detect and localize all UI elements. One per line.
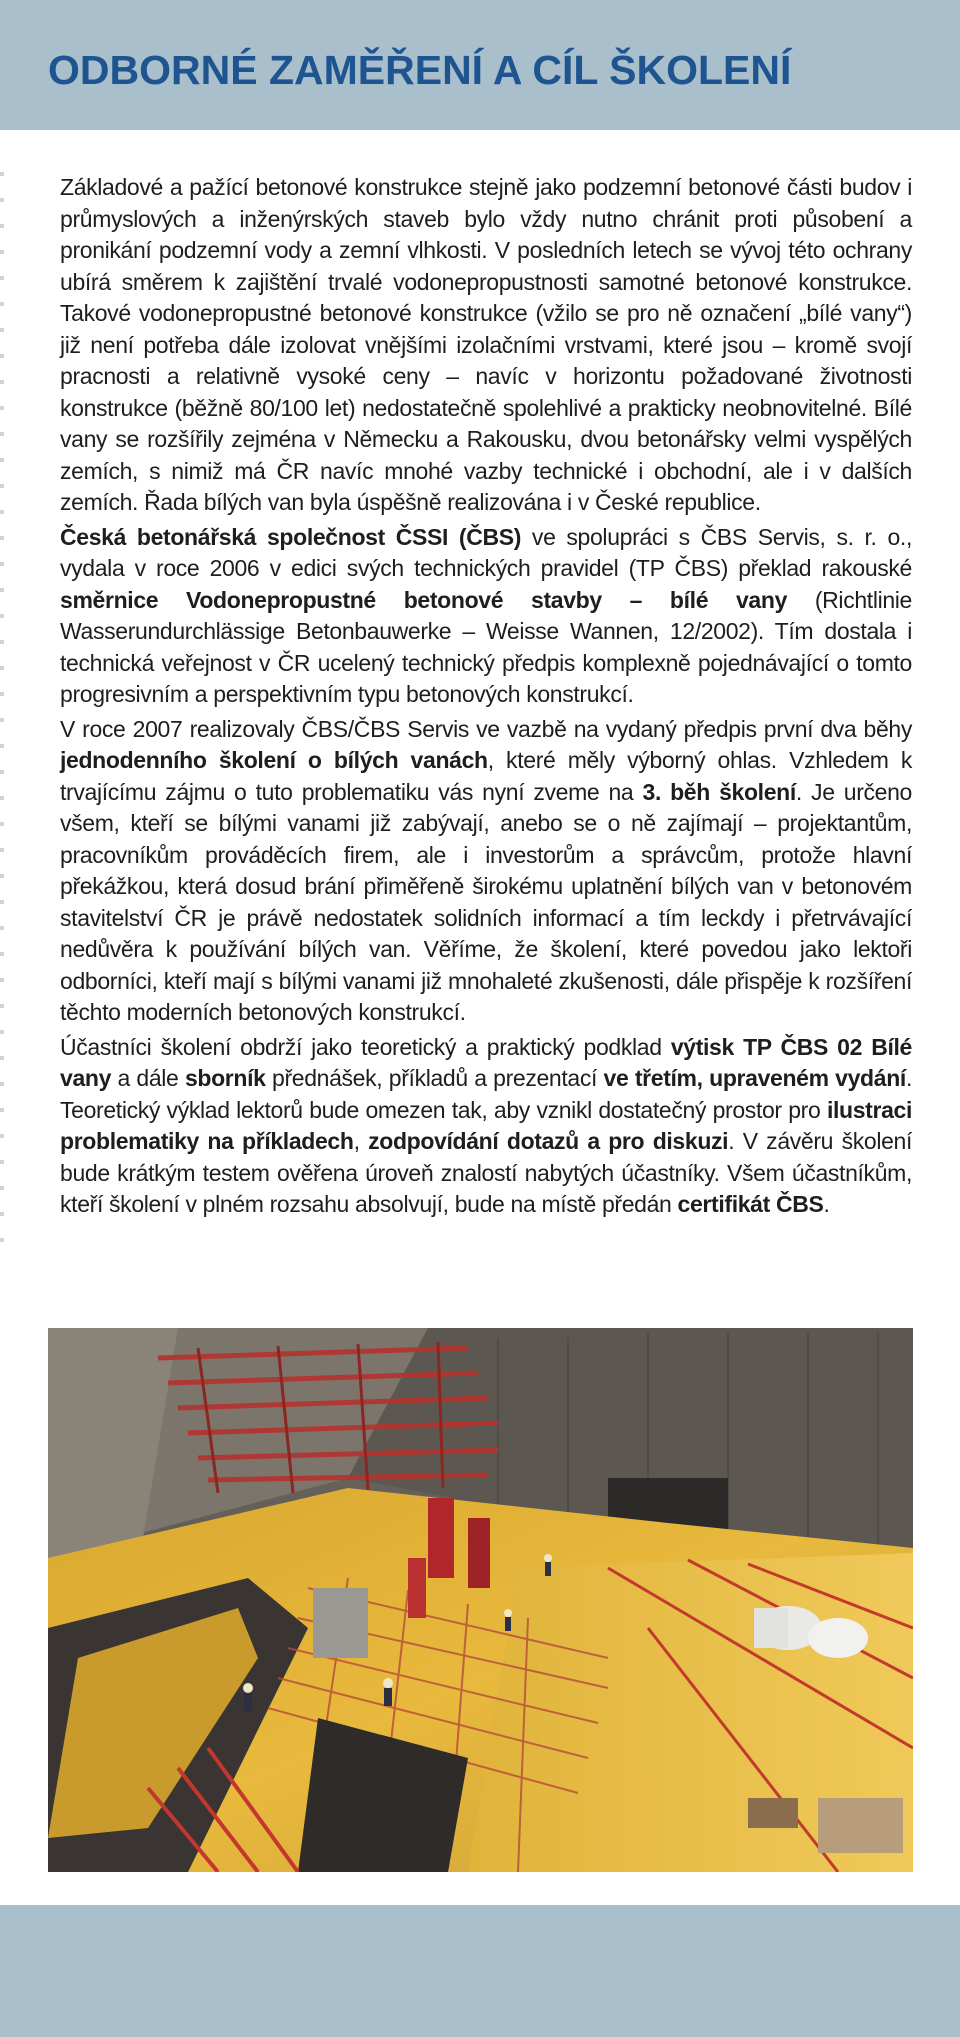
- bold-text: ve třetím, upraveném vydání: [603, 1065, 906, 1091]
- text-run: a dále: [111, 1065, 185, 1091]
- text-run: ,: [353, 1128, 369, 1154]
- text-run: Účastníci školení obdrží jako teoretický a praktický podklad: [60, 1033, 671, 1060]
- text-run: .: [823, 1191, 830, 1217]
- bold-text: 3. běh školení: [642, 778, 796, 805]
- text-run: . Je určeno všem, kteří se bílými vanami již zabývají, anebo se o ně zajímají – projektantům, pracovníkům prováděcích firem, ale i investorům a správcům, protože hlavní překážkou, která dosud brání přiměřeně širokému uplatnění bílých van v betonovém stavitelství ČR je právě nedostatek solidních informací a tím leckdy i přetrvávající nedůvěra k používání bílých van. Věříme, že školení, které povedou jako lektoři odborníci, kteří mají s bílými vanami již mnohaleté zkušenosti, dále přispěje k rozšíření těchto moderních betonových konstrukcí.: [60, 778, 913, 1025]
- bold-text: ilustraci problematiky na příkladech: [60, 1096, 912, 1154]
- bold-text: výtisk TP ČBS 02 Bílé vany: [60, 1033, 913, 1091]
- bold-text: jednodenního školení o bílých vanách: [60, 747, 488, 773]
- text-run: ve spolupráci s ČBS Servis, s. r. o., vydala v roce 2006 v edici svých technických pravidel (TP ČBS) překlad rakouské: [60, 523, 912, 581]
- bold-text: zodpovídání dotazů a pro diskuzi: [368, 1128, 729, 1154]
- text-run: . V závěru školení bude krátkým testem ověřena úroveň znalostí nabytých účastníky. Všem účastníkům, kteří školení v plném rozsahu absolvují, bude na místě předán: [60, 1128, 912, 1217]
- bold-text: Česká betonářská společnost ČSSI (ČBS): [60, 523, 522, 550]
- bold-text: certifikát ČBS: [677, 1191, 824, 1217]
- text-run: Základové a pažící betonové konstrukce stejně jako podzemní betonové části budov i průmyslových a inženýrských staveb bylo vždy nutno chránit proti působení a pronikání podzemní vody a zemní vlhkosti. V posledních letech se vývoj této ochrany ubírá směrem k zajištění trvalé vodonepropustnosti samotné betonové konstrukce. Takové vodonepropustné betonové konstrukce (vžilo se pro ně označení „bílé vany“) již není potřeba dále izolovat vnějšími izolačními vrstvami, které jsou – kromě svojí pracnosti a relativně vysoké ceny – navíc v horizontu požadované životnosti konstrukce (běžně 80/100 let) nedostatečně spolehlivé a prakticky neobnovitelné. Bílé vany se rozšířily zejména v Německu a Rakousku, dvou betonářsky velmi vyspělých zemích, s nimiž má ČR navíc mnohé vazby technické i obchodní, ale i v dalších zemích. Řada bílých van byla úspěšně realizována i v České republice.: [60, 174, 912, 515]
- paragraph: [60, 1032, 912, 1221]
- edge-crop-marks: [0, 150, 4, 1250]
- paragraph: [60, 522, 912, 711]
- bold-text: směrnice Vodonepropustné betonové stavby – bílé vany: [60, 586, 788, 613]
- paragraph: [60, 172, 912, 519]
- bold-text: sborník: [184, 1065, 266, 1091]
- text-run: (Richtlinie Wasserundurchlässige Betonbauwerke – Weisse Wannen, 12/2002). Tím dostala i technická veřejnost v ČR ucelený technický předpis komplexně pojednávající o tomto progresivním a perspektivním typu betonových konstrukcí.: [60, 586, 912, 707]
- construction-site-photo: [48, 1328, 913, 1872]
- text-run: přednášek, příkladů a prezentací: [265, 1065, 604, 1091]
- footer-band: [0, 1905, 960, 2037]
- paragraph: [60, 714, 912, 1029]
- text-run: , které měly výborný ohlas. Vzhledem k trvajícímu zájmu o tuto problematiku vás nyní zveme na: [60, 747, 913, 805]
- text-run: . Teoretický výklad lektorů bude omezen tak, aby vznikl dostatečný prostor pro: [60, 1065, 912, 1123]
- text-run: V roce 2007 realizovaly ČBS/ČBS Servis ve vazbě na vydaný předpis první dva běhy: [60, 715, 912, 742]
- page-title: ODBORNÉ ZAMĚŘENÍ A CÍL ŠKOLENÍ: [48, 47, 792, 93]
- body-text: [60, 172, 912, 1224]
